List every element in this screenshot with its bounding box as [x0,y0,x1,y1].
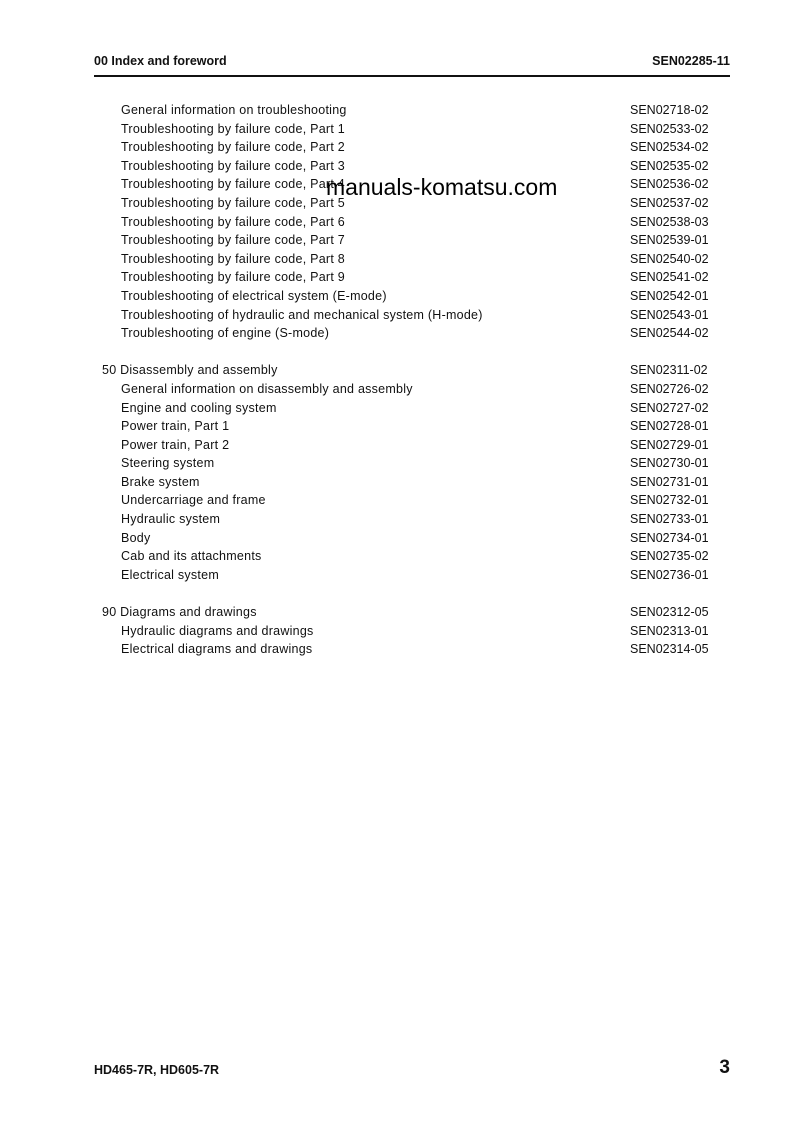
toc-entry-code: SEN02729-01 [630,437,709,452]
toc-entry[interactable] [94,138,730,157]
toc-section-disassembly [94,361,730,584]
toc-entry-code: SEN02537-02 [630,195,709,210]
toc-entry[interactable] [94,231,730,250]
toc-entry-code: SEN02542-01 [630,288,709,303]
toc-entry-title: Troubleshooting by failure code, Part 6 [121,214,345,229]
chapter-title: 00 Index and foreword [94,54,227,68]
toc-entry[interactable] [94,324,730,343]
toc-entry[interactable] [94,213,730,232]
toc-entry-title: Cab and its attachments [121,549,262,564]
toc-heading-title: 50 Disassembly and assembly [102,363,278,378]
toc-entry-title: Troubleshooting by failure code, Part 2 [121,140,345,155]
toc-entry-title: Troubleshooting of electrical system (E-mode) [121,288,387,303]
document-code: SEN02285-11 [652,54,730,68]
toc-entry[interactable] [94,268,730,287]
watermark-text: manuals-komatsu.com [326,174,558,200]
toc-entry-code: SEN02538-03 [630,214,709,229]
toc-heading-code: SEN02312-05 [630,605,709,620]
toc-entry[interactable] [94,566,730,585]
toc-entry[interactable] [94,250,730,269]
toc-entry-code: SEN02313-01 [630,623,709,638]
toc-entry-title: General information on troubleshooting [121,103,347,117]
toc-entry[interactable] [94,399,730,418]
toc-section-heading[interactable] [94,361,730,380]
toc-entry-code: SEN02726-02 [630,381,709,396]
toc-entry[interactable] [94,120,730,139]
toc-entry-code: SEN02730-01 [630,456,709,471]
toc-entry[interactable] [94,306,730,325]
toc-entry-code: SEN02733-01 [630,512,709,527]
toc-entry-code: SEN02539-01 [630,233,709,248]
toc-entry-title: Undercarriage and frame [121,493,266,508]
toc-entry-code: SEN02731-01 [630,474,709,489]
toc-section-heading[interactable] [94,603,730,622]
toc-entry-code: SEN02533-02 [630,121,709,136]
toc-entry-title: Troubleshooting by failure code, Part 9 [121,270,345,285]
toc-entry-code: SEN02543-01 [630,307,709,322]
toc-entry-code: SEN02314-05 [630,642,709,657]
toc-entry[interactable] [94,417,730,436]
toc-entry[interactable] [94,380,730,399]
toc-entry-code: SEN02736-01 [630,567,709,582]
toc-entry-code: SEN02728-01 [630,419,709,434]
toc-entry[interactable] [94,436,730,455]
toc-entry-code: SEN02727-02 [630,400,709,415]
toc-entry[interactable] [94,529,730,548]
toc-entry-code: SEN02540-02 [630,251,709,266]
toc-entry-code: SEN02544-02 [630,326,709,341]
machine-model: HD465-7R, HD605-7R [94,1063,220,1077]
toc-entry-code: SEN02535-02 [630,158,709,173]
toc-entry-title: Troubleshooting by failure code, Part 3 [121,158,345,173]
toc-entry-title: Hydraulic diagrams and drawings [121,623,314,638]
toc-entry-title: Engine and cooling system [121,400,277,415]
toc-entry-title: Steering system [121,456,215,471]
toc-entry-code: SEN02536-02 [630,177,709,192]
toc-entry-code: SEN02732-01 [630,493,709,508]
toc-entry-code: SEN02734-01 [630,530,709,545]
toc-entry-code: SEN02735-02 [630,549,709,564]
toc-entry-title: Brake system [121,474,200,489]
toc-entry[interactable] [94,622,730,641]
toc-entry-title: Body [121,530,151,545]
toc-entry-title: Power train, Part 1 [121,419,230,434]
toc-entry[interactable] [94,491,730,510]
toc-section-diagrams [94,603,730,659]
toc-entry-title: Troubleshooting of engine (S-mode) [121,326,330,341]
toc-entry-code: SEN02534-02 [630,140,709,155]
toc-entry[interactable] [94,547,730,566]
toc-entry-title: Troubleshooting by failure code, Part 8 [121,251,345,266]
toc-entry[interactable] [94,640,730,659]
toc-entry-title: Hydraulic system [121,512,221,527]
toc-entry-title: Troubleshooting by failure code, Part 1 [121,121,345,136]
toc-entry[interactable] [94,473,730,492]
toc-entry-code: SEN02541-02 [630,270,709,285]
toc-section-troubleshooting [94,101,730,343]
toc-entry-title: Troubleshooting by failure code, Part 4 [121,177,345,192]
toc-entry[interactable] [94,287,730,306]
toc-entry-title: Troubleshooting by failure code, Part 7 [121,233,345,248]
toc-entry-title: Troubleshooting by failure code, Part 5 [121,195,345,210]
toc-entry[interactable] [94,101,730,120]
toc-heading-code: SEN02311-02 [630,363,708,378]
page-number: 3 [719,1057,730,1078]
toc-entry-title: Electrical system [121,567,220,582]
toc-entry-code: SEN02718-02 [630,103,709,117]
toc-entry-title: General information on disassembly and assembly [121,381,413,396]
toc-entry-title: Electrical diagrams and drawings [121,642,313,657]
toc-entry-title: Power train, Part 2 [121,437,230,452]
toc-entry-title: Troubleshooting of hydraulic and mechanical system (H-mode) [121,307,483,322]
toc-heading-title: 90 Diagrams and drawings [102,605,257,620]
toc-entry[interactable] [94,510,730,529]
page-header [94,53,730,77]
toc-entry[interactable] [94,454,730,473]
